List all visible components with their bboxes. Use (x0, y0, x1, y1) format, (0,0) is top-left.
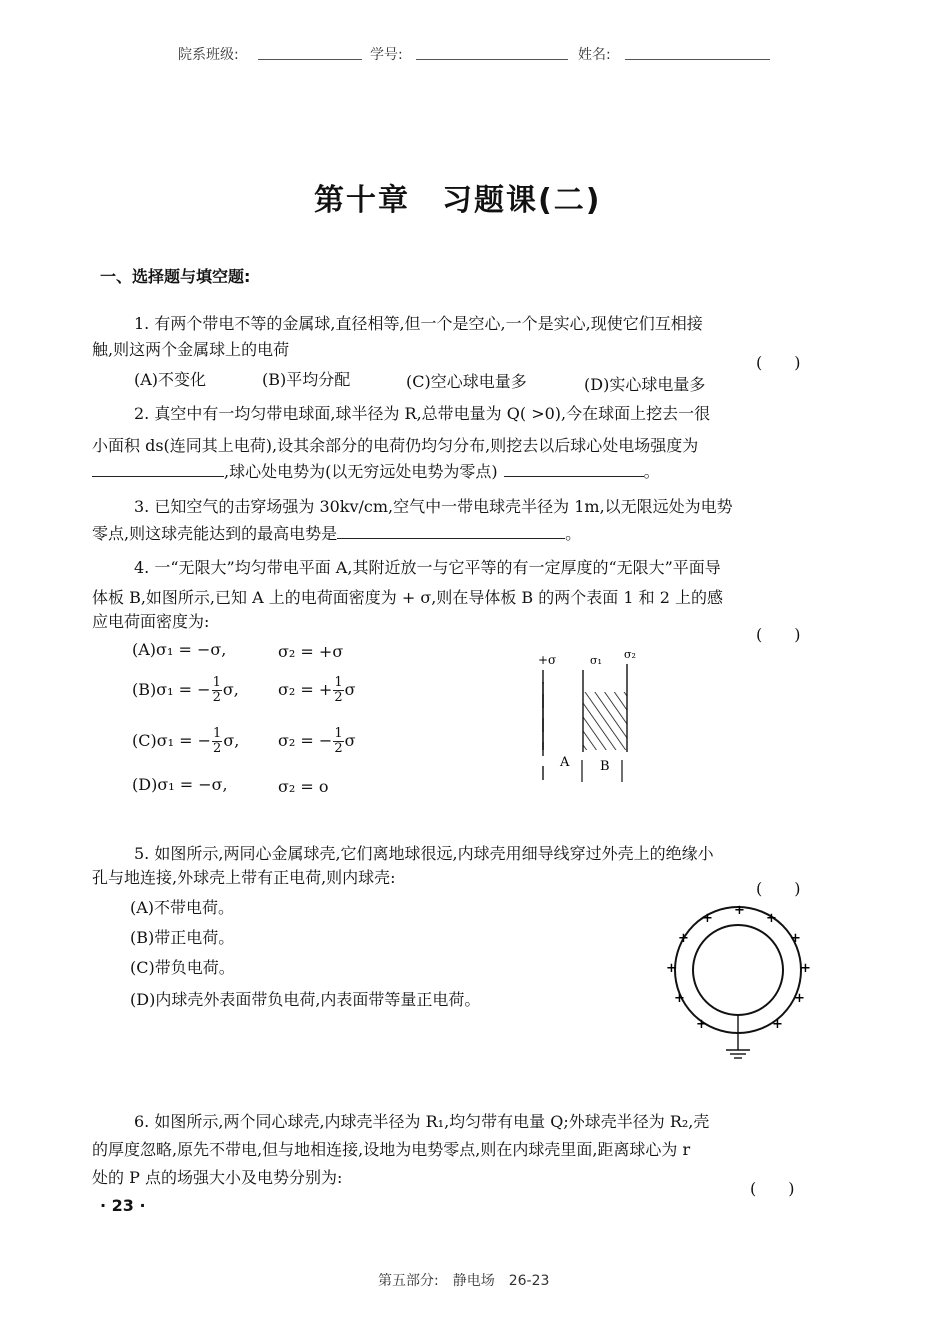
q5-option-c: (C)带负电荷。 (130, 958, 235, 977)
q2-line2: 小面积 ds(连同其上电荷),设其余部分的电荷仍均匀分布,则挖去以后球心处电场强度为 (92, 436, 699, 455)
q4-option-a-sigma1: (A)σ₁ = −σ, (132, 640, 227, 659)
q4-plates-figure (530, 642, 650, 790)
q1-line1: 1. 有两个带电不等的金属球,直径相等,但一个是空心,一个是实心,现使它们互相接 (134, 314, 703, 333)
q4-option-b-frac2: $\frac{1}{2}$ (334, 675, 343, 705)
charge-plus: + (772, 1017, 783, 1032)
class-label: 院系班级: (178, 47, 239, 63)
plate-b-hatch (583, 692, 627, 750)
q4-option-b-sigma2: σ₂ = + (278, 680, 333, 699)
q2-line1: 2. 真空中有一均匀带电球面,球半径为 R,总带电量为 Q( >0),今在球面上挖去一很 (134, 404, 711, 423)
fig-sigma2-label: σ₂ (624, 648, 636, 661)
charge-plus: + (734, 903, 745, 918)
q4-answer-paren[interactable]: ( ) (756, 625, 801, 644)
q1-option-b: (B)平均分配 (262, 370, 351, 389)
q3-line2-end: 。 (565, 524, 582, 543)
q6-answer-paren[interactable]: ( ) (750, 1179, 795, 1198)
charge-plus: + (674, 991, 685, 1006)
chapter-title: 第十章 习题课(二) (314, 183, 602, 218)
q3-potential-blank[interactable] (337, 524, 565, 539)
q4-option-b-frac1: $\frac{1}{2}$ (212, 675, 221, 705)
q4-option-b2: σ₂ = + $\frac{1}{2}$ σ (278, 675, 356, 705)
q4-line3: 应电荷面密度为: (92, 612, 210, 631)
q4-option-b: (B)σ₁ = − $\frac{1}{2}$ σ, (132, 675, 239, 705)
outer-charges (666, 903, 811, 1032)
charge-plus: + (790, 931, 801, 946)
name-blank[interactable] (625, 59, 770, 60)
q4-option-c-sigma1: (C)σ₁ = − (132, 731, 212, 750)
class-blank[interactable] (258, 59, 362, 60)
charge-plus: + (666, 961, 677, 976)
student-id-label: 学号: (370, 47, 403, 63)
q4-option-c-sigma2: σ₂ = − (278, 731, 333, 750)
fig-sigma1-label: σ₁ (590, 654, 602, 667)
q4-option-b-sigma1: (B)σ₁ = − (132, 680, 211, 699)
q3-line1: 3. 已知空气的击穿场强为 30kv/cm,空气中一带电球壳半径为 1m,以无限远处为电势 (134, 497, 733, 516)
q1-option-c: (C)空心球电量多 (406, 372, 527, 391)
q4-option-c: (C)σ₁ = − $\frac{1}{2}$ σ, (132, 726, 240, 756)
charge-plus: + (766, 911, 777, 926)
section-heading: 一、选择题与填空题: (100, 267, 251, 286)
q2-line3 (92, 462, 660, 482)
q1-line2: 触,则这两个金属球上的电荷 (92, 340, 290, 359)
q5-answer-paren[interactable]: ( ) (756, 879, 801, 898)
inner-shell (693, 925, 783, 1015)
page-number: · 23 · (100, 1196, 146, 1215)
q6-line1: 6. 如图所示,两个同心球壳,内球壳半径为 R₁,均匀带有电量 Q;外球壳半径为 R₂,壳 (134, 1112, 710, 1131)
charge-plus: + (794, 991, 805, 1006)
q1-option-a: (A)不变化 (134, 370, 207, 389)
q5-line1: 5. 如图所示,两同心金属球壳,它们离地球很远,内球壳用细导线穿过外壳上的绝缘小 (134, 844, 714, 863)
charge-plus: + (702, 911, 713, 926)
q4-option-a-sigma2: σ₂ = +σ (278, 642, 344, 661)
fig-sigma-plus-label: +σ (538, 653, 557, 667)
charge-plus: + (800, 961, 811, 976)
q4-line2: 体板 B,如图所示,已知 A 上的电荷面密度为 + σ,则在导体板 B 的两个表面 1 和 2 上的感 (92, 588, 723, 607)
q3-line2-text: 零点,则这球壳能达到的最高电势是 (92, 524, 338, 543)
q5-option-b: (B)带正电荷。 (130, 928, 235, 947)
charge-plus: + (678, 931, 689, 946)
q4-option-d-sigma1: (D)σ₁ = −σ, (132, 775, 228, 794)
q5-line2: 孔与地连接,外球壳上带有正电荷,则内球壳: (92, 868, 396, 887)
name-label: 姓名: (578, 47, 611, 63)
q6-line3: 处的 P 点的场强大小及电势分别为: (92, 1168, 343, 1187)
q4-option-d-sigma2: σ₂ = o (278, 777, 329, 796)
q2-line3-end: 。 (643, 462, 660, 481)
q4-option-c2: σ₂ = − $\frac{1}{2}$ σ (278, 726, 356, 756)
q4-line1: 4. 一“无限大”均匀带电平面 A,其附近放一与它平等的有一定厚度的“无限大”平面导 (134, 558, 721, 577)
q4-option-c-frac1: $\frac{1}{2}$ (213, 726, 222, 756)
q2-field-blank[interactable] (92, 462, 224, 477)
q5-option-d: (D)内球壳外表面带负电荷,内表面带等量正电荷。 (130, 990, 481, 1009)
q5-option-a: (A)不带电荷。 (130, 898, 235, 917)
q1-option-d: (D)实心球电量多 (584, 375, 706, 394)
q1-answer-paren[interactable]: ( ) (756, 353, 801, 372)
q2-potential-blank[interactable] (504, 462, 644, 477)
q6-line2: 的厚度忽略,原先不带电,但与地相连接,设地为电势零点,则在内球壳里面,距离球心为 r (92, 1140, 691, 1159)
fig-label-b: B (600, 759, 610, 774)
q5-spheres-figure (658, 898, 818, 1062)
student-id-blank[interactable] (416, 59, 568, 60)
q3-line2 (92, 524, 581, 544)
fig-label-a: A (560, 755, 570, 770)
q4-option-c-frac2: $\frac{1}{2}$ (334, 726, 343, 756)
q2-line3-text: ,球心处电势为(以无穷远处电势为零点) (224, 462, 498, 481)
footer: 第五部分: 静电场 26-23 (378, 1273, 550, 1289)
charge-plus: + (696, 1017, 707, 1032)
